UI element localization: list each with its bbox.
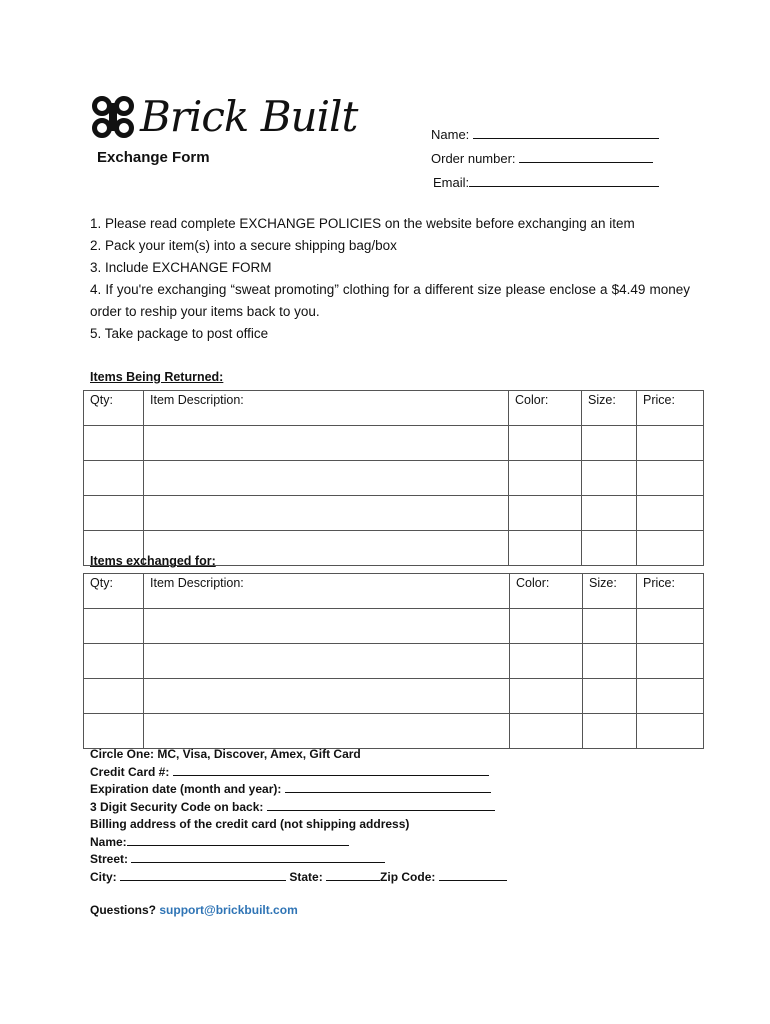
- payment-section: [90, 746, 507, 886]
- price-cell[interactable]: [637, 426, 704, 461]
- security-code-line: [267, 799, 495, 811]
- size-cell[interactable]: [582, 496, 637, 531]
- table-row: [84, 426, 704, 461]
- instruction-3: 3. Include EXCHANGE FORM: [90, 260, 272, 275]
- size-cell[interactable]: [583, 679, 637, 714]
- description-cell[interactable]: [144, 714, 510, 749]
- color-cell[interactable]: [510, 679, 583, 714]
- table-header-row: [84, 574, 704, 609]
- table-row: [84, 496, 704, 531]
- header-description: Item Description:: [144, 574, 510, 609]
- instruction-2: 2. Pack your item(s) into a secure shipping bag/box: [90, 238, 397, 253]
- description-cell[interactable]: [144, 426, 509, 461]
- security-code-label: 3 Digit Security Code on back:: [90, 799, 264, 814]
- table-row: [84, 679, 704, 714]
- street-label: Street:: [90, 852, 129, 866]
- state-label: State:: [289, 869, 323, 884]
- qty-cell[interactable]: [84, 609, 144, 644]
- email-label: Email:: [433, 175, 470, 190]
- exchanged-items-table: [83, 573, 704, 749]
- qty-cell[interactable]: [84, 714, 144, 749]
- billing-note: Billing address of the credit card (not shipping address): [90, 817, 410, 831]
- returned-items-table: [83, 390, 704, 566]
- header-size: Size:: [582, 391, 637, 426]
- qty-cell[interactable]: [84, 679, 144, 714]
- description-cell[interactable]: [144, 609, 510, 644]
- billing-name-field[interactable]: [90, 834, 507, 852]
- name-line: [473, 126, 659, 139]
- name-field[interactable]: [431, 126, 659, 142]
- price-cell[interactable]: [637, 496, 704, 531]
- size-cell[interactable]: [583, 609, 637, 644]
- credit-card-line: [173, 764, 489, 776]
- header-price: Price:: [637, 391, 704, 426]
- qty-cell[interactable]: [84, 426, 144, 461]
- state-line: [326, 869, 380, 881]
- email-field[interactable]: [433, 174, 659, 190]
- header-color: Color:: [509, 391, 582, 426]
- color-cell[interactable]: [509, 461, 582, 496]
- price-cell[interactable]: [637, 461, 704, 496]
- color-cell[interactable]: [510, 714, 583, 749]
- returned-section-title: Items Being Returned:: [90, 370, 224, 384]
- color-cell[interactable]: [509, 426, 582, 461]
- price-cell[interactable]: [637, 679, 704, 714]
- order-number-line: [519, 150, 653, 163]
- instructions: [90, 213, 690, 345]
- description-cell[interactable]: [144, 461, 509, 496]
- header-price: Price:: [637, 574, 704, 609]
- street-line: [131, 851, 385, 863]
- color-cell[interactable]: [510, 644, 583, 679]
- size-cell[interactable]: [583, 644, 637, 679]
- form-title: Exchange Form: [97, 149, 210, 166]
- price-cell[interactable]: [637, 714, 704, 749]
- table-header-row: [84, 391, 704, 426]
- support-email-link[interactable]: support@brickbuilt.com: [159, 903, 298, 917]
- price-cell[interactable]: [637, 644, 704, 679]
- credit-card-label: Credit Card #:: [90, 764, 170, 779]
- description-cell[interactable]: [144, 679, 510, 714]
- table-row: [84, 461, 704, 496]
- table-row: [84, 609, 704, 644]
- billing-name-label: Name:: [90, 834, 127, 849]
- city-state-zip-field[interactable]: [90, 869, 507, 887]
- name-label: Name:: [431, 127, 470, 142]
- exchanged-section-title: Items exchanged for:: [90, 554, 216, 568]
- zip-label: Zip Code:: [380, 869, 436, 884]
- price-cell[interactable]: [637, 531, 704, 566]
- color-cell[interactable]: [509, 531, 582, 566]
- description-cell[interactable]: [144, 496, 509, 531]
- size-cell[interactable]: [582, 426, 637, 461]
- questions-label: Questions?: [90, 903, 157, 917]
- instruction-1: 1. Please read complete EXCHANGE POLICIES on the website before exchanging an item: [90, 216, 635, 231]
- city-label: City:: [90, 869, 117, 884]
- qty-cell[interactable]: [84, 461, 144, 496]
- header-qty: Qty:: [84, 391, 144, 426]
- expiration-label: Expiration date (month and year):: [90, 782, 282, 796]
- table-row: [84, 714, 704, 749]
- order-number-label: Order number:: [431, 151, 516, 166]
- price-cell[interactable]: [637, 609, 704, 644]
- email-line: [469, 174, 659, 187]
- city-line: [120, 869, 286, 881]
- color-cell[interactable]: [509, 496, 582, 531]
- order-number-field[interactable]: [431, 150, 653, 166]
- expiration-field[interactable]: [90, 781, 507, 799]
- expiration-line: [285, 781, 491, 793]
- qty-cell[interactable]: [84, 644, 144, 679]
- header-description: Item Description:: [144, 391, 509, 426]
- instruction-4: 4. If you're exchanging “sweat promoting” clothing for a different size please enclose a $4.49 money order to reship your items back to you.: [90, 282, 690, 319]
- table-row: [84, 644, 704, 679]
- security-code-field[interactable]: [90, 799, 507, 817]
- street-field[interactable]: [90, 851, 507, 869]
- color-cell[interactable]: [510, 609, 583, 644]
- description-cell[interactable]: [144, 644, 510, 679]
- circle-one-text: Circle One: MC, Visa, Discover, Amex, Gift Card: [90, 747, 361, 761]
- billing-name-line: [127, 834, 349, 846]
- size-cell[interactable]: [582, 461, 637, 496]
- size-cell[interactable]: [582, 531, 637, 566]
- zip-line: [439, 869, 507, 881]
- credit-card-field[interactable]: [90, 764, 507, 782]
- brand-logo-text: Brick Built: [140, 92, 358, 141]
- size-cell[interactable]: [583, 714, 637, 749]
- header-size: Size:: [583, 574, 637, 609]
- qty-cell[interactable]: [84, 496, 144, 531]
- header-color: Color:: [510, 574, 583, 609]
- header-qty: Qty:: [84, 574, 144, 609]
- brand-logo-icon: [90, 95, 136, 139]
- instruction-5: 5. Take package to post office: [90, 326, 269, 341]
- questions-line: [90, 902, 298, 920]
